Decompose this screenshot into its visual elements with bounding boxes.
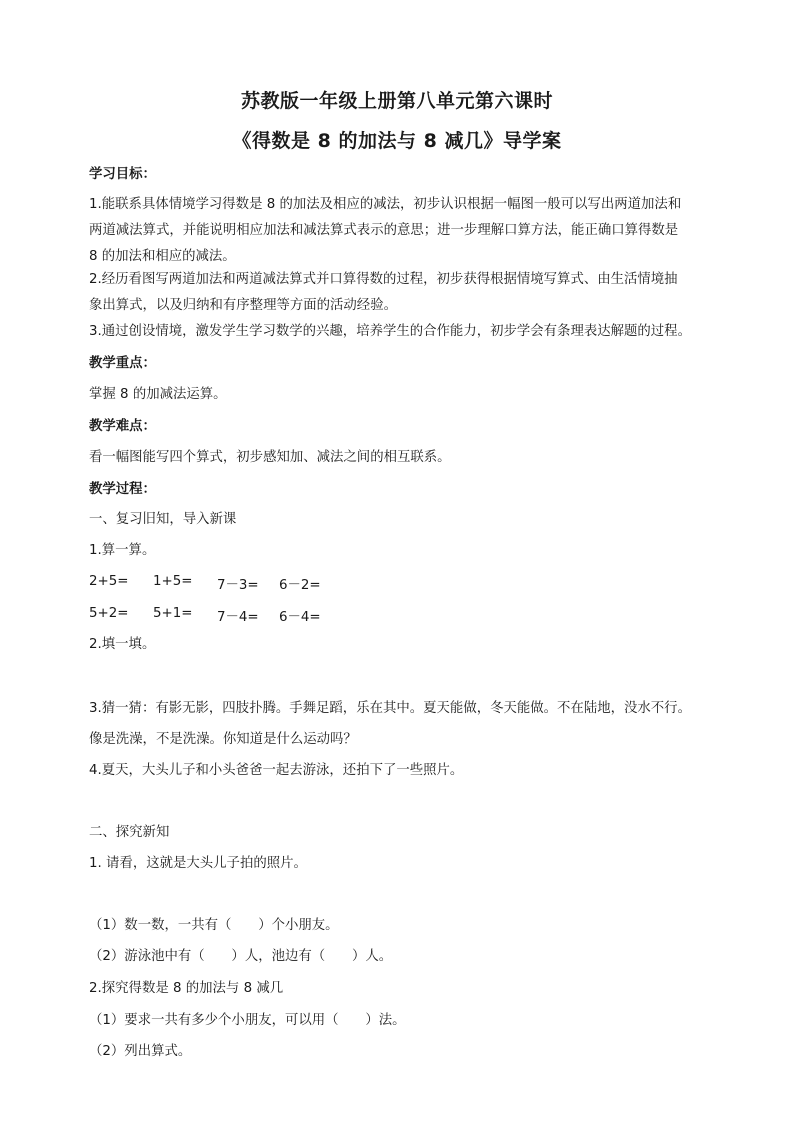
goal1-line1: 1.能联系具体情境学习得数是 8 的加法及相应的减法，初步认识根据一幅图一般可以写出两道加法和 bbox=[89, 197, 682, 212]
question-4: （2）列出算式。 bbox=[89, 1044, 192, 1059]
item4-line: 4.夏天，大头儿子和小头爸爸一起去游泳，还拍下了一些照片。 bbox=[89, 763, 464, 778]
difficulty-heading: 教学难点： bbox=[89, 419, 156, 434]
calc-item: 1+5= bbox=[153, 574, 193, 589]
calc-item: 2+5= bbox=[89, 574, 129, 589]
key-heading: 教学重点： bbox=[89, 356, 156, 371]
section2-heading: 二、探究新知 bbox=[89, 825, 170, 840]
calc-item: 7－4= bbox=[217, 610, 259, 625]
new2-line: 2.探究得数是 8 的加法与 8 减几 bbox=[89, 981, 284, 996]
doc-title: 苏教版一年级上册第八单元第六课时 bbox=[240, 90, 553, 112]
riddle-line2: 像是洗澡，不是洗澡。你知道是什么运动吗？ bbox=[89, 732, 357, 747]
key-text: 掌握 8 的加减法运算。 bbox=[89, 387, 227, 402]
goal1-line3: 8 的加法和相应的减法。 bbox=[89, 249, 236, 264]
goal2-line1: 2.经历看图写两道加法和两道减法算式并口算得数的过程，初步获得根据情境写算式、由生活情境抽 bbox=[89, 272, 678, 287]
new1-line: 1. 请看，这就是大头儿子拍的照片。 bbox=[89, 856, 307, 871]
calc-item: 7－3= bbox=[217, 578, 259, 593]
process-heading: 教学过程： bbox=[89, 482, 156, 497]
difficulty-text: 看一幅图能写四个算式，初步感知加、减法之间的相互联系。 bbox=[89, 450, 451, 465]
goal2-line2: 象出算式，以及归纳和有序整理等方面的活动经验。 bbox=[89, 298, 397, 313]
question-3: （1）要求一共有多少个小朋友，可以用（ ）法。 bbox=[89, 1013, 406, 1028]
goals-heading: 学习目标： bbox=[89, 167, 156, 182]
riddle-line1: 3.猜一猜：有影无影，四肢扑腾。手舞足蹈，乐在其中。夏天能做，冬天能做。不在陆地，没水不行。 bbox=[89, 701, 691, 716]
calc-heading: 1.算一算。 bbox=[89, 543, 156, 558]
question-2: （2）游泳池中有（ ）人，池边有（ ）人。 bbox=[89, 949, 393, 964]
fill-heading: 2.填一填。 bbox=[89, 637, 156, 652]
goal1-line2: 两道减法算式，并能说明相应加法和减法算式表示的意思；进一步理解口算方法，能正确口算得数是 bbox=[89, 223, 679, 238]
goal3-line: 3.通过创设情境，激发学生学习数学的兴趣，培养学生的合作能力，初步学会有条理表达解题的过程。 bbox=[89, 324, 691, 339]
calc-item: 6－4= bbox=[279, 610, 321, 625]
calc-item: 5+2= bbox=[89, 606, 129, 621]
question-1: （1）数一数，一共有（ ）个小朋友。 bbox=[89, 918, 339, 933]
section1-heading: 一、复习旧知，导入新课 bbox=[89, 512, 237, 527]
calc-item: 6－2= bbox=[279, 578, 321, 593]
doc-subtitle: 《得数是 8 的加法与 8 减几》导学案 bbox=[232, 130, 562, 152]
calc-item: 5+1= bbox=[153, 606, 193, 621]
